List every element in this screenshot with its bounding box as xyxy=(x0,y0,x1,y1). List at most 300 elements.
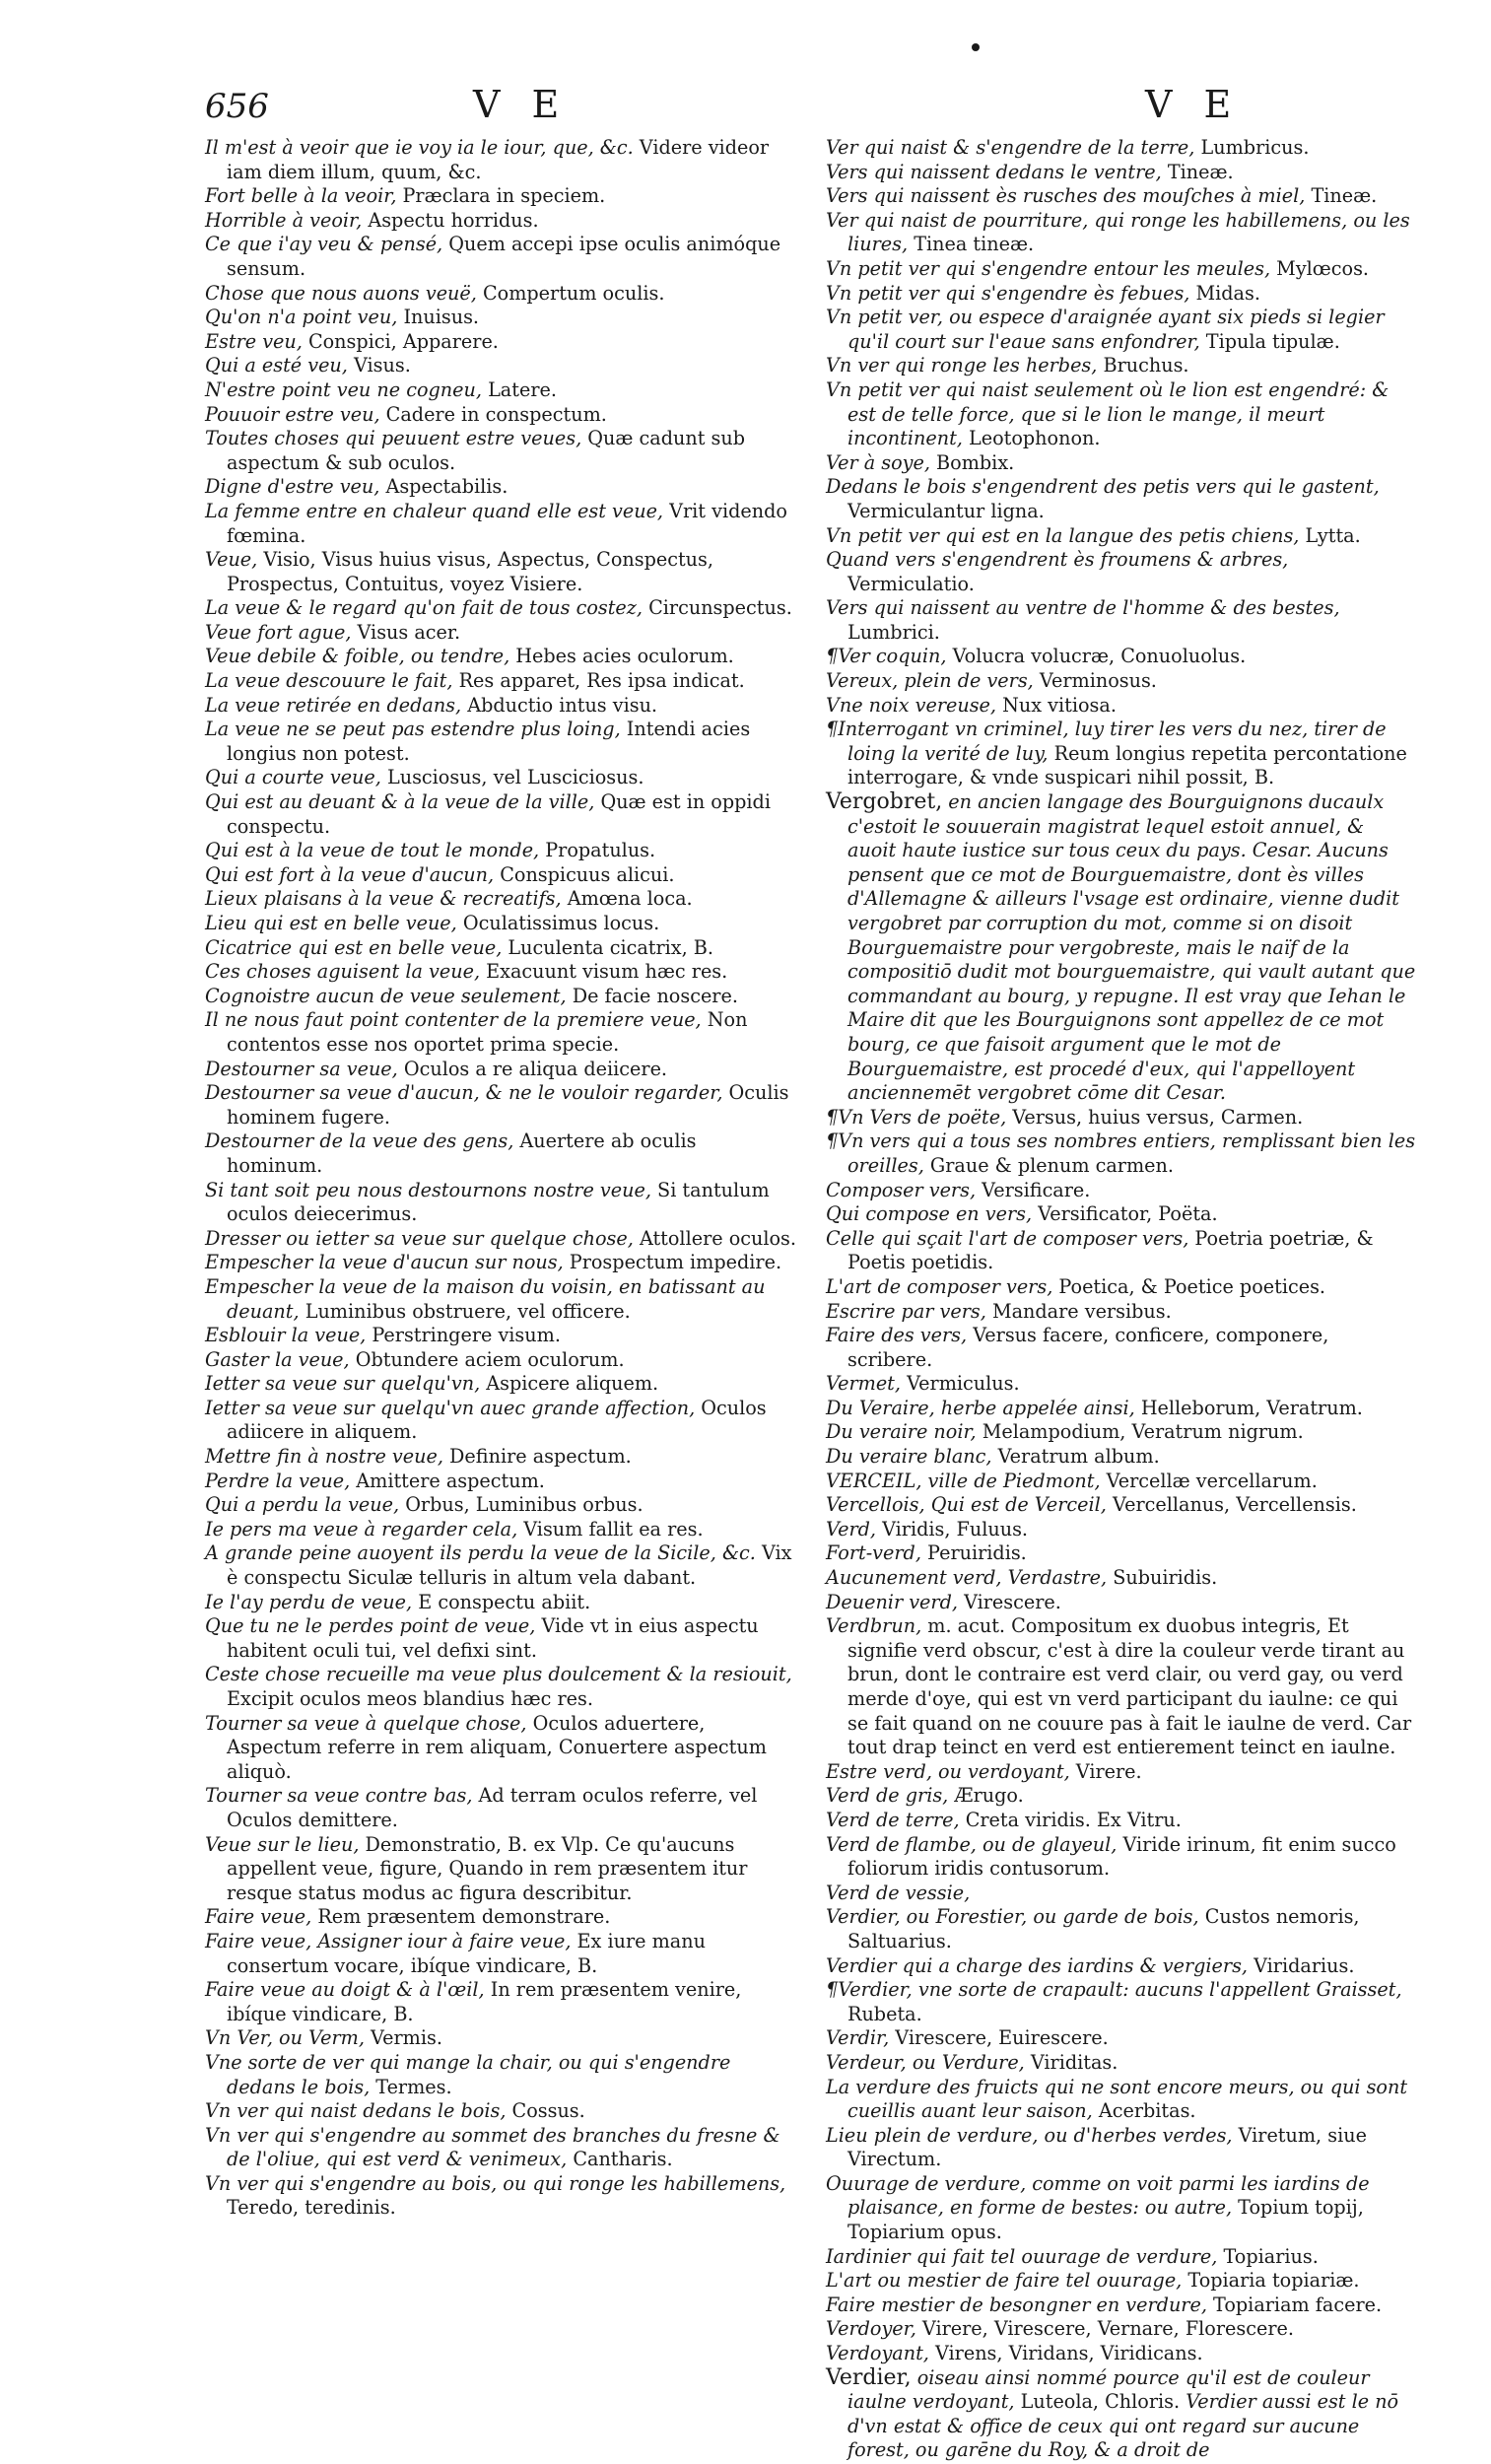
entry-french: Vers qui naissent ès rusches des mouſches à miel, xyxy=(826,184,1306,208)
dictionary-entry xyxy=(205,1275,796,1324)
entry-french: Veue, xyxy=(205,548,258,572)
entry-latin: Oculos a re aliqua deiicere. xyxy=(397,1057,668,1080)
entry-latin: Vermiculatio. xyxy=(847,572,975,595)
entry-latin: Attollere oculos. xyxy=(633,1226,796,1250)
entry-french: Du veraire blanc, xyxy=(826,1445,992,1469)
dictionary-entry xyxy=(826,1179,1417,1203)
dictionary-entry xyxy=(205,1008,796,1057)
entry-latin: Oculos aduertere, Aspectum referre in rem aliquam, Conuertere aspectum aliquò. xyxy=(227,1711,767,1783)
entry-french: Toutes choses qui peuuent estre veues, xyxy=(205,427,582,450)
dictionary-entry xyxy=(205,1712,796,1785)
dictionary-entry xyxy=(826,1518,1417,1542)
entry-french: Dedans le bois s'engendrent des petis vers qui le gastent, xyxy=(826,475,1380,499)
dictionary-entry xyxy=(205,694,796,719)
running-head-right: V E xyxy=(1145,83,1242,126)
entry-french: Perdre la veue, xyxy=(205,1469,351,1492)
entry-latin: Versus, huius versus, Carmen. xyxy=(1006,1105,1304,1129)
dictionary-entry xyxy=(826,1470,1417,1494)
entry-latin: Versificator, Poëta. xyxy=(1032,1202,1218,1226)
entry-french: ¶Interrogant vn criminel, luy tirer les vers du nez, tirer de loing la verité de luy, xyxy=(826,718,1387,765)
entry-french: Ver qui naist de pourriture, qui ronge les habillemens, ou les liures, xyxy=(826,208,1410,256)
entry-french: Vers qui naissent au ventre de l'homme & des bestes, xyxy=(826,596,1340,620)
dictionary-entry xyxy=(205,1930,796,1978)
entry-latin: Cossus. xyxy=(506,2099,585,2123)
entry-french: Qui a perdu la veue, xyxy=(205,1493,400,1517)
right-column xyxy=(826,136,1417,2463)
entry-latin: Tineæ. xyxy=(1161,160,1234,183)
entry-latin: Vrit videndo fœmina. xyxy=(227,499,787,547)
entry-latin: Visus acer. xyxy=(351,620,461,644)
dictionary-entry xyxy=(826,1784,1417,1809)
entry-french: Ver à soye, xyxy=(826,450,930,474)
entry-latin: Topiariam facere. xyxy=(1206,2293,1383,2316)
entry-french: Verdoyant, xyxy=(826,2342,929,2365)
entry-french: Aucunement verd, Verdastre, xyxy=(826,1566,1108,1590)
dictionary-entry xyxy=(205,1058,796,1082)
dictionary-entry xyxy=(826,1300,1417,1325)
entry-french: Vn petit ver qui s'engendre entour les meules, xyxy=(826,256,1271,280)
entry-french: Vne sorte de ver qui mange la chair, ou qui s'engendre dedans le bois, xyxy=(205,2050,731,2098)
entry-latin: Virere. xyxy=(1069,1759,1142,1783)
dictionary-entry xyxy=(205,1978,796,2026)
entry-latin: Luteola, Chloris. xyxy=(1014,2390,1181,2414)
entry-french: VERCEIL, ville de Piedmont, xyxy=(826,1469,1101,1492)
dictionary-entry xyxy=(205,233,796,281)
entry-latin: Exacuunt visum hæc res. xyxy=(480,960,728,984)
ink-mark xyxy=(972,43,980,51)
dictionary-entry xyxy=(826,2342,1417,2366)
dictionary-entry xyxy=(826,645,1417,669)
dictionary-entry xyxy=(205,718,796,766)
entry-french: Vercellois, Qui est de Verceil, xyxy=(826,1493,1107,1517)
entry-latin: Luculenta cicatrix, B. xyxy=(502,935,714,959)
entry-latin: Intendi acies longius non potest. xyxy=(227,718,751,765)
entry-french: Vn petit ver, ou espece d'araignée ayant six pieds si legier qu'il court sur l'eaue sans enfondrer, xyxy=(826,306,1385,353)
dictionary-entry xyxy=(826,2026,1417,2051)
dictionary-entry xyxy=(826,1809,1417,1833)
dictionary-entry xyxy=(205,330,796,355)
entry-headword: Vergobret, xyxy=(826,789,943,815)
entry-latin: Poetria poetriæ, & Poetis poetidis. xyxy=(847,1226,1374,1274)
entry-french: Lieux plaisans à la veue & recreatifs, xyxy=(205,887,562,911)
entry-french: Qui compose en vers, xyxy=(826,1202,1033,1226)
entry-latin: Aspectu horridus. xyxy=(362,208,539,232)
entry-latin: Nux vitiosa. xyxy=(996,693,1117,717)
dictionary-entry xyxy=(205,839,796,863)
entry-latin: Ex iure manu consertum vocare, ibíque vindicare, B. xyxy=(227,1929,706,1977)
entry-french: Veue fort ague, xyxy=(205,620,352,644)
entry-latin: Topiarius. xyxy=(1217,2244,1319,2268)
dictionary-entry xyxy=(826,282,1417,307)
entry-french: Vn ver qui s'engendre au sommet des branches du fresne & de l'oliue, qui est verd & venimeux, xyxy=(205,2123,780,2171)
entry-latin: Custos nemoris, Saltuarius. xyxy=(847,1905,1360,1952)
entry-latin: Creta viridis. Ex Vitru. xyxy=(959,1808,1182,1831)
entry-latin: Bruchus. xyxy=(1097,354,1189,377)
entry-french: Vereux, plein de vers, xyxy=(826,669,1034,693)
dictionary-entry xyxy=(826,1882,1417,1906)
entry-latin: Mandare versibus. xyxy=(985,1299,1172,1323)
entry-french: Vn ver qui naist dedans le bois, xyxy=(205,2099,507,2123)
entry-latin: Verminosus. xyxy=(1033,669,1157,693)
entry-latin: Viride irinum, fit enim succo foliorum iridis contusorum. xyxy=(847,1832,1396,1881)
entry-latin: Ærugo. xyxy=(948,1784,1024,1808)
entry-french: Ietter sa veue sur quelqu'vn auec grande affection, xyxy=(205,1396,696,1419)
dictionary-entry xyxy=(205,2172,796,2221)
entry-french: Estre veu, xyxy=(205,329,303,353)
dictionary-entry xyxy=(205,669,796,694)
dictionary-entry xyxy=(205,1227,796,1252)
dictionary-entry xyxy=(826,1566,1417,1591)
entry-french: Cicatrice qui est en belle veue, xyxy=(205,935,503,959)
dictionary-entry xyxy=(826,475,1417,523)
entry-latin: Virere, Virescere, Vernare, Florescere. xyxy=(915,2317,1294,2341)
entry-latin: Tineæ. xyxy=(1305,184,1378,208)
entry-french: Celle qui sçait l'art de composer vers, xyxy=(826,1226,1189,1250)
dictionary-entry xyxy=(826,1760,1417,1785)
entry-french: Ver qui naist & s'engendre de la terre, xyxy=(826,136,1195,159)
entry-french: Ce que i'ay veu & pensé, xyxy=(205,233,443,256)
entry-french: Ceste chose recueille ma veue plus doulcement & la resiouit, xyxy=(205,1663,792,1686)
entry-latin: Videre videor iam diem illum, quum, &c. xyxy=(227,136,770,183)
entry-latin: Abductio intus visu. xyxy=(461,693,658,717)
dictionary-entry xyxy=(826,354,1417,378)
entry-latin: Poetica, & Poetice poetices. xyxy=(1052,1274,1326,1298)
entry-french: N'estre point veu ne cogneu, xyxy=(205,377,482,401)
dictionary-entry xyxy=(826,1978,1417,2026)
entry-latin: Obtundere aciem oculorum. xyxy=(349,1347,625,1371)
entry-latin: Auertere ab oculis hominum. xyxy=(227,1129,697,1177)
entry-french: Ietter sa veue sur quelqu'vn, xyxy=(205,1372,481,1396)
entry-latin: Visio, Visus huius visus, Aspectus, Conspectus, Prospectus, Contuitus, voyez Visiere. xyxy=(227,548,713,595)
entry-french: La veue retirée en dedans, xyxy=(205,693,462,717)
entry-french: Vn petit ver qui s'engendre ès febues, xyxy=(826,281,1190,305)
entry-latin: Latere. xyxy=(481,377,557,401)
entry-french: Destourner sa veue d'aucun, & ne le vouloir regarder, xyxy=(205,1081,723,1105)
entry-french: Vn ver qui ronge les herbes, xyxy=(826,354,1098,377)
running-head-left: V E xyxy=(473,83,570,126)
entry-latin: Vermis. xyxy=(364,2026,442,2050)
dictionary-entry xyxy=(826,451,1417,476)
dictionary-entry xyxy=(826,548,1417,596)
dictionary-entry xyxy=(205,887,796,912)
entry-french: Du veraire noir, xyxy=(826,1420,977,1444)
entry-french: Qui est fort à la veue d'aucun, xyxy=(205,862,495,886)
entry-latin: Vide vt in eius aspectu habitent oculi tui, vel defixi sint. xyxy=(227,1614,759,1662)
entry-french: Verd de gris, xyxy=(826,1784,949,1808)
entry-french: Esblouir la veue, xyxy=(205,1324,367,1347)
entry-latin: E conspectu abiit. xyxy=(412,1590,591,1613)
dictionary-entry xyxy=(826,1202,1417,1227)
entry-latin: Amittere aspectum. xyxy=(350,1469,545,1492)
entry-french: La verdure des fruicts qui ne sont encore meurs, ou qui sont cueillis auant leur saison, xyxy=(826,2075,1408,2123)
dictionary-entry xyxy=(826,209,1417,257)
dictionary-entry xyxy=(826,1591,1417,1615)
dictionary-entry xyxy=(205,1372,796,1397)
dictionary-entry xyxy=(826,306,1417,354)
entry-french: Veue debile & foible, ou tendre, xyxy=(205,645,510,668)
entry-french: Verdbrun, xyxy=(826,1614,922,1638)
left-column xyxy=(205,136,796,2221)
entry-headword: Verdier, xyxy=(826,2364,912,2390)
entry-latin: Lusciosus, vel Lusciciosus. xyxy=(380,766,644,789)
entry-latin: Vermiculus. xyxy=(900,1372,1020,1396)
dictionary-entry xyxy=(205,912,796,936)
dictionary-entry xyxy=(205,1081,796,1129)
entry-latin: Helleborum, Veratrum. xyxy=(1134,1396,1363,1419)
entry-french: Verd de vessie, xyxy=(826,1881,971,1904)
dictionary-entry xyxy=(826,669,1417,694)
entry-french: Faire mestier de besongner en verdure, xyxy=(826,2293,1207,2316)
dictionary-entry xyxy=(826,2245,1417,2270)
dictionary-entry xyxy=(205,1493,796,1518)
entry-french: Tourner sa veue contre bas, xyxy=(205,1784,473,1808)
dictionary-entry xyxy=(205,936,796,961)
entry-french: Gaster la veue, xyxy=(205,1347,350,1371)
dictionary-entry xyxy=(205,621,796,646)
dictionary-entry xyxy=(826,2172,1417,2245)
entry-french: Tourner sa veue à quelque chose, xyxy=(205,1711,527,1735)
entry-latin: Virescere, Euirescere. xyxy=(889,2026,1109,2050)
dictionary-entry xyxy=(205,790,796,839)
entry-french-continued: Verdier aussi est le nō d'vn estat & office de ceux qui ont regard sur aucune forest, ou garēne du Roy, & a droit de xyxy=(847,2390,1399,2462)
dictionary-entry xyxy=(826,694,1417,719)
entry-latin: Demonstratio, B. ex Vlp. Ce qu'aucuns appellent veue, figure, Quando in rem præsentem itur resque status modus ac figura describitur. xyxy=(227,1832,748,1904)
dictionary-entry xyxy=(826,2124,1417,2172)
entry-latin: Tipula tipulæ. xyxy=(1199,329,1340,353)
entry-french: Quand vers s'engendrent ès froumens & arbres, xyxy=(826,548,1289,572)
entry-latin: Conspicuus alicui. xyxy=(494,862,675,886)
dictionary-entry xyxy=(826,2269,1417,2293)
entry-french: Horrible à veoir, xyxy=(205,208,363,232)
entry-latin: Viridarius. xyxy=(1248,1953,1355,1977)
dictionary-entry xyxy=(205,136,796,184)
entry-french: La veue ne se peut pas estendre plus loing, xyxy=(205,718,621,741)
entry-latin: Vermiculantur ligna. xyxy=(847,499,1045,522)
entry-french: Ie l'ay perdu de veue, xyxy=(205,1590,413,1613)
entry-latin: Graue & plenum carmen. xyxy=(923,1153,1174,1177)
entry-latin: Quem accepi ipse oculis animóque sensum. xyxy=(227,233,781,280)
entry-french: en ancien langage des Bourguignons ducaulx c'estoit le souuerain magistrat lequel estoit annuel, & auoit haute iustice sur tous ceux du pays. Cesar. Aucuns pensent que ce mot de Bourguemaistre, dont ès villes d'Allemagne & ailleurs l'vsage est ordinaire, vienne dudit vergobret par corruption du mot, comme si on disoit Bourguemaistre pour vergobreste, mais le naïf de la compositiō dudit mot bourguemaistre, qui vault autant que commandant au bourg, y repugne. Il est vray que Iehan le Maire dit que les Bourguignons sont appellez de ce mot bourg, ce que faisoit argument que le mot de Bourguemaistre, est procedé d'eux, qui l'appelloyent anciennemēt vergobret cōme dit Cesar. xyxy=(847,790,1416,1105)
dictionary-entry xyxy=(205,306,796,330)
dictionary-entry xyxy=(826,2051,1417,2076)
dictionary-entry xyxy=(205,863,796,888)
entry-latin: Rem præsentem demonstrare. xyxy=(311,1905,611,1929)
entry-latin: Viridis, Fuluus. xyxy=(876,1517,1029,1540)
entry-french: Vn ver qui s'engendre au bois, ou qui ronge les habillemens, xyxy=(205,2171,786,2195)
dictionary-entry xyxy=(826,790,1417,1106)
entry-latin: Luminibus obstruere, vel officere. xyxy=(299,1299,631,1323)
dictionary-entry xyxy=(826,1324,1417,1372)
entry-latin: Amœna loca. xyxy=(561,887,693,911)
dictionary-entry xyxy=(205,1179,796,1227)
entry-french: Mettre fin à nostre veue, xyxy=(205,1445,443,1469)
dictionary-entry xyxy=(205,378,796,403)
entry-french: Iardinier qui fait tel ouurage de verdure, xyxy=(826,2244,1218,2268)
entry-latin: Excipit oculos meos blandius hæc res. xyxy=(227,1687,593,1710)
dictionary-entry xyxy=(826,257,1417,282)
entry-french: Verdier, ou Forestier, ou garde de bois, xyxy=(826,1905,1199,1929)
entry-french: Que tu ne le perdes point de veue, xyxy=(205,1614,536,1638)
dictionary-entry xyxy=(826,1275,1417,1300)
entry-french: ¶Verdier, vne sorte de crapault: aucuns l'appellent Graisset, xyxy=(826,1978,1402,2002)
dictionary-entry xyxy=(826,378,1417,451)
dictionary-entry xyxy=(205,2124,796,2172)
entry-latin: Cantharis. xyxy=(567,2148,673,2171)
entry-french: Qui est à la veue de tout le monde, xyxy=(205,839,540,862)
dictionary-entry xyxy=(826,524,1417,549)
entry-french: oiseau ainsi nommé pource qu'il est de couleur iaulne verdoyant, xyxy=(847,2365,1370,2414)
dictionary-entry xyxy=(205,1541,796,1590)
entry-french: Verdir, xyxy=(826,2026,890,2050)
entry-french: Ie pers ma veue à regarder cela, xyxy=(205,1517,518,1540)
entry-french: Qui a esté veu, xyxy=(205,354,348,377)
entry-latin: Oculatissimus locus. xyxy=(456,912,660,934)
entry-french: Ouurage de verdure, comme on voit parmi les iardins de plaisance, en forme de bestes: ou autre, xyxy=(826,2171,1370,2220)
entry-latin: Visum fallit ea res. xyxy=(517,1517,704,1540)
entry-latin: Quæ est in oppidi conspectu. xyxy=(227,790,771,838)
dictionary-entry xyxy=(205,960,796,985)
dictionary-entry xyxy=(205,1397,796,1445)
entry-french: Vn petit ver qui est en la langue des petis chiens, xyxy=(826,523,1300,547)
entry-latin: Virescere. xyxy=(957,1590,1061,1613)
entry-french: Verd, xyxy=(826,1517,877,1540)
dictionary-entry xyxy=(826,1372,1417,1397)
dictionary-entry xyxy=(205,1663,796,1711)
entry-latin: Bombix. xyxy=(929,450,1015,474)
entry-french: Destourner sa veue, xyxy=(205,1057,398,1080)
entry-latin: Virens, Viridans, Viridicans. xyxy=(928,2342,1203,2365)
dictionary-entry xyxy=(205,1833,796,1906)
dictionary-entry xyxy=(826,1129,1417,1178)
dictionary-entry xyxy=(205,1784,796,1832)
entry-french: Qui a courte veue, xyxy=(205,766,381,789)
entry-latin: Propatulus. xyxy=(539,839,656,862)
dictionary-entry xyxy=(826,1954,1417,1979)
dictionary-entry xyxy=(205,1324,796,1348)
dictionary-entry xyxy=(826,1397,1417,1421)
dictionary-entry xyxy=(205,766,796,790)
entry-latin: Viretum, siue Virectum. xyxy=(847,2123,1367,2171)
entry-french: Lieu qui est en belle veue, xyxy=(205,912,457,934)
entry-latin: Veratrum album. xyxy=(991,1445,1160,1469)
dictionary-entry xyxy=(826,2366,1417,2463)
dictionary-entry xyxy=(205,1251,796,1275)
entry-latin: Vercellæ vercellarum. xyxy=(1100,1469,1318,1492)
entry-french: Verd de flambe, ou de glayeul, xyxy=(826,1832,1118,1856)
entry-french: Dresser ou ietter sa veue sur quelque chose, xyxy=(205,1226,634,1250)
entry-french: Faire veue au doigt & à l'œil, xyxy=(205,1978,485,2002)
dictionary-entry xyxy=(205,1445,796,1470)
dictionary-entry xyxy=(826,1420,1417,1445)
dictionary-entry xyxy=(205,184,796,209)
entry-french: Pouuoir estre veu, xyxy=(205,402,380,426)
entry-latin: Acerbitas. xyxy=(1092,2099,1196,2123)
entry-french: Fort belle à la veoir, xyxy=(205,184,397,208)
entry-latin: Quæ cadunt sub aspectum & sub oculos. xyxy=(227,427,745,474)
entry-latin: Topium topij, Topiarium opus. xyxy=(847,2196,1364,2244)
entry-french: Faire des vers, xyxy=(826,1324,968,1347)
dictionary-entry xyxy=(826,161,1417,185)
entry-latin: Versus facere, conficere, componere, scribere. xyxy=(847,1324,1329,1371)
dictionary-entry xyxy=(205,1905,796,1930)
entry-latin: m. acut. Compositum ex duobus integris, Et signifie verd obscur, c'est à dire la couleur verde tirant au brun, dont le contraire est verd clair, ou verd gay, ou verd merde d'oye, qui est vn verd participant du iaulne: ce qui se fait quand on ne couure pas à fait le iaulne de verd. Car tout drap teinct en verd est entierement teinct en iaulne. xyxy=(847,1614,1412,1759)
entry-french: Vers qui naissent dedans le ventre, xyxy=(826,160,1162,183)
dictionary-entry xyxy=(205,645,796,669)
dictionary-entry xyxy=(205,282,796,307)
dictionary-entry xyxy=(826,1833,1417,1882)
entry-latin: Peruiridis. xyxy=(920,1541,1027,1565)
dictionary-entry xyxy=(205,1591,796,1615)
entry-french: Verd de terre, xyxy=(826,1808,960,1831)
dictionary-entry xyxy=(205,985,796,1009)
dictionary-entry xyxy=(826,1445,1417,1470)
entry-french: La femme entre en chaleur quand elle est veue, xyxy=(205,499,664,522)
dictionary-entry xyxy=(826,136,1417,161)
entry-french: Escrire par vers, xyxy=(826,1299,986,1323)
dictionary-entry xyxy=(205,475,796,500)
dictionary-entry xyxy=(205,500,796,548)
dictionary-entry xyxy=(205,548,796,596)
entry-french: Empescher la veue de la maison du voisin, en batissant au deuant, xyxy=(205,1274,766,1323)
entry-latin: Lytta. xyxy=(1299,523,1361,547)
entry-french: Vn Ver, ou Verm, xyxy=(205,2026,365,2050)
entry-latin: Circunspectus. xyxy=(643,596,792,620)
entry-french: Fort-verd, xyxy=(826,1541,921,1565)
entry-latin: Teredo, teredinis. xyxy=(227,2196,396,2220)
entry-latin: Conspici, Apparere. xyxy=(302,329,499,353)
entry-french: Faire veue, xyxy=(205,1905,312,1929)
entry-latin: Lumbrici. xyxy=(847,620,940,644)
entry-latin: Melampodium, Veratrum nigrum. xyxy=(976,1420,1304,1444)
dictionary-entry xyxy=(826,2076,1417,2124)
entry-latin: Definire aspectum. xyxy=(442,1445,632,1469)
entry-french: Cognoistre aucun de veue seulement, xyxy=(205,984,567,1007)
dictionary-entry xyxy=(205,1348,796,1373)
dictionary-entry xyxy=(205,1518,796,1542)
dictionary-entry xyxy=(826,1227,1417,1275)
entry-french: Il ne nous faut point contenter de la premiere veue, xyxy=(205,1008,702,1032)
entry-latin: Tinea tineæ. xyxy=(908,233,1035,256)
entry-french: ¶Ver coquin, xyxy=(826,645,947,668)
dictionary-entry xyxy=(826,184,1417,209)
entry-latin: Visus. xyxy=(347,354,411,377)
dictionary-entry xyxy=(205,2051,796,2099)
entry-latin: Midas. xyxy=(1189,281,1260,305)
entry-latin: Versificare. xyxy=(976,1178,1091,1201)
entry-latin: Aspicere aliquem. xyxy=(480,1372,659,1396)
entry-latin: Orbus, Luminibus orbus. xyxy=(399,1493,644,1517)
entry-latin: De facie noscere. xyxy=(566,984,738,1007)
entry-latin: Rubeta. xyxy=(847,2002,922,2025)
entry-french: Vne noix vereuse, xyxy=(826,693,997,717)
entry-latin: In rem præsentem venire, ibíque vindicare, B. xyxy=(227,1978,742,2025)
entry-latin: Aspectabilis. xyxy=(379,475,508,499)
entry-french: La veue descouure le fait, xyxy=(205,669,453,693)
entry-french: A grande peine auoyent ils perdu la veue de la Sicile, &c. xyxy=(205,1541,756,1565)
entry-french: Verdier qui a charge des iardins & vergiers, xyxy=(826,1953,1249,1977)
dictionary-entry xyxy=(205,2099,796,2124)
entry-latin: Non contentos esse nos oportet prima specie. xyxy=(227,1008,748,1056)
dictionary-entry xyxy=(826,1905,1417,1953)
entry-latin: Vercellanus, Vercellensis. xyxy=(1106,1493,1357,1517)
entry-french: Il m'est à veoir que ie voy ia le iour, que, &c. xyxy=(205,136,634,159)
entry-latin: Lumbricus. xyxy=(1194,136,1310,159)
entry-latin: Ad terram oculos referre, vel Oculos demittere. xyxy=(227,1784,758,1831)
entry-french: Faire veue, Assigner iour à faire veue, xyxy=(205,1929,572,1952)
dictionary-entry xyxy=(205,209,796,234)
entry-french: Deuenir verd, xyxy=(826,1590,958,1613)
entry-french: Verdoyer, xyxy=(826,2317,916,2341)
